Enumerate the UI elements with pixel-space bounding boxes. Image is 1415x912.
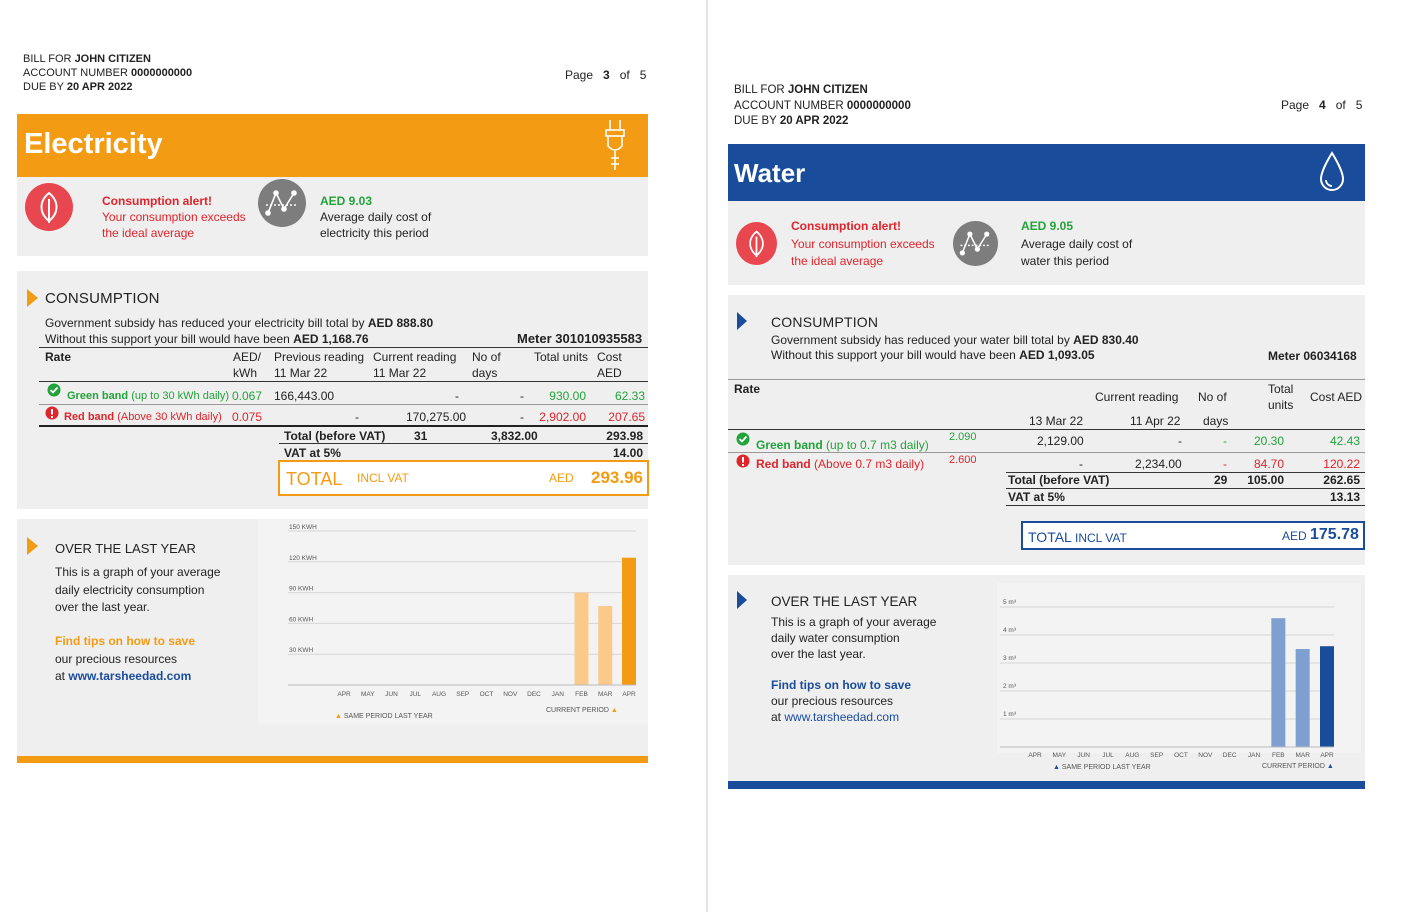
col-current: Current reading <box>1095 390 1179 404</box>
water-drop-icon <box>1317 150 1347 194</box>
average-cost-line-2: water this period <box>1021 254 1110 268</box>
legend-current-period <box>546 707 618 714</box>
col-cost: Cost AED <box>597 350 622 380</box>
check-circle-icon <box>736 432 750 446</box>
plug-icon <box>602 118 628 172</box>
tips-block <box>55 633 195 686</box>
consumption-section <box>17 271 648 509</box>
total-days: 31 <box>414 429 428 443</box>
y-tick-label: 30 KWH <box>289 647 314 655</box>
year-line-2: daily electricity consumption <box>55 582 205 597</box>
page-of: of <box>619 68 630 82</box>
red-band-name: Red band <box>756 457 811 471</box>
tips-at: at <box>771 710 782 724</box>
total-before-label: Total (before VAT) <box>284 429 386 443</box>
y-tick-label: 1 m³ <box>1003 711 1016 718</box>
col-aed-kwh-1: AED/ <box>233 350 262 364</box>
vat-label: VAT at 5% <box>284 446 341 460</box>
due-date: 20 APR 2022 <box>779 115 849 127</box>
table-row-red <box>728 453 1365 473</box>
total-before-value: 262.65 <box>1323 473 1360 487</box>
average-cost-value: AED 9.05 <box>1021 219 1074 233</box>
date-previous: 13 Mar 22 <box>1029 414 1084 428</box>
red-cost: 207.65 <box>608 410 645 424</box>
x-tick-label: APR <box>622 691 636 698</box>
due-date: 20 APR 2022 <box>66 81 133 93</box>
col-aed-kwh <box>233 349 261 381</box>
red-band-label <box>64 411 222 423</box>
legend-same-period-label: SAME PERIOD LAST YEAR <box>1061 764 1151 771</box>
year-line-1: This is a graph of your average <box>771 615 937 629</box>
col-current-date: 11 Mar 22 <box>373 366 427 380</box>
red-days: - <box>520 410 524 424</box>
red-units: 84.70 <box>1253 457 1284 471</box>
banner-title: Water <box>734 158 806 188</box>
year-description <box>771 614 936 662</box>
tips-title[interactable]: Find tips on how to save <box>771 678 912 692</box>
year-line-3: over the last year. <box>771 647 866 661</box>
alert-line-1: Your consumption exceeds <box>102 210 246 224</box>
bar <box>1296 649 1310 747</box>
green-rate: 0.067 <box>232 389 263 403</box>
year-line-1: This is a graph of your average <box>55 565 221 579</box>
without-text: Without this support your bill would have been <box>771 348 1016 362</box>
alert-line-2: the ideal average <box>102 226 195 240</box>
col-rate: Rate <box>45 350 72 364</box>
subsidy-note <box>771 333 1139 363</box>
x-tick-label: SEP <box>1150 752 1164 759</box>
legend-current-period <box>1262 763 1334 770</box>
red-current: 2,234.00 <box>1135 457 1182 471</box>
bar-current-period <box>1320 646 1334 747</box>
red-band-desc: (Above 0.7 m3 daily) <box>814 457 925 471</box>
vat-value: 13.13 <box>1329 490 1360 504</box>
vat-value: 14.00 <box>612 446 643 460</box>
green-band-label <box>67 390 229 402</box>
due-label: DUE BY <box>734 115 777 127</box>
x-tick-label: AUG <box>431 691 447 698</box>
col-units-1: Total <box>1268 382 1294 396</box>
account-label: ACCOUNT NUMBER <box>23 67 128 79</box>
bar <box>1271 618 1285 747</box>
bar <box>598 606 612 685</box>
triangle-up-icon: ▲ <box>610 707 618 714</box>
alert-title: Consumption alert! <box>791 219 901 233</box>
x-tick-label: AUG <box>1125 752 1140 759</box>
meter-number: Meter 06034168 <box>1268 349 1357 363</box>
alert-line-1: Your consumption exceeds <box>791 236 935 251</box>
average-cost-line-1: Average daily cost of <box>320 210 432 224</box>
date-current: 11 Apr 22 <box>1130 414 1181 428</box>
green-band-desc: (up to 30 kWh daily) <box>131 390 230 402</box>
subsidy-amount: AED 830.40 <box>1073 333 1139 347</box>
x-tick-label: SEP <box>456 691 470 698</box>
warning-circle-icon <box>45 406 59 420</box>
year-line-2: daily water consumption <box>771 631 900 645</box>
banner-title: Electricity <box>24 128 163 160</box>
year-title: OVER THE LAST YEAR <box>771 594 918 609</box>
leaf-alert-icon <box>736 222 777 265</box>
section-arrow-icon <box>737 312 747 330</box>
tips-line: our precious resources <box>771 694 894 708</box>
without-amount: AED 1,093.05 <box>1019 348 1095 362</box>
bill-header <box>734 83 911 130</box>
without-amount: AED 1,168.76 <box>293 332 369 346</box>
total-label: TOTAL <box>286 469 343 489</box>
alert-line-2: the ideal average <box>791 254 884 268</box>
tips-block <box>771 677 911 725</box>
x-tick-label: JUN <box>385 691 398 698</box>
year-description <box>55 564 220 617</box>
red-units: 2,902.00 <box>539 410 586 424</box>
aed-label: AED <box>1282 529 1307 543</box>
red-cost: 120.22 <box>1323 457 1360 471</box>
total-label: TOTAL <box>1028 529 1072 545</box>
vat-label: VAT at 5% <box>1008 490 1065 504</box>
table-row-green <box>17 383 648 403</box>
col-previous-date: 11 Mar 22 <box>274 366 328 380</box>
x-tick-label: MAY <box>1052 752 1067 759</box>
tips-at: at <box>55 669 66 683</box>
green-band-desc: (up to 0.7 m3 daily) <box>826 438 929 452</box>
page-number <box>565 68 646 82</box>
without-text: Without this support your bill would have been <box>45 332 290 346</box>
x-tick-label: JUN <box>1077 752 1090 759</box>
x-tick-label: APR <box>1028 752 1042 759</box>
x-tick-label: JAN <box>551 691 564 698</box>
total-box <box>1021 521 1365 550</box>
total-days: 29 <box>1214 473 1228 487</box>
total-value: 175.78 <box>1310 526 1359 543</box>
legend-current-period-label: CURRENT PERIOD <box>1262 763 1325 770</box>
y-tick-label: 5 m³ <box>1003 599 1016 606</box>
tips-title[interactable]: Find tips on how to save <box>55 634 196 648</box>
alert-text <box>791 218 935 271</box>
green-cost: 42.43 <box>1329 434 1360 448</box>
bar-current-period <box>622 558 636 685</box>
x-tick-label: NOV <box>1198 752 1213 759</box>
y-tick-label: 150 KWH <box>289 524 317 531</box>
legend-same-period <box>1053 764 1151 771</box>
consumption-title: CONSUMPTION <box>771 314 879 330</box>
footer-bar <box>728 781 1365 789</box>
x-tick-label: OCT <box>1174 752 1188 759</box>
customer-name: JOHN CITIZEN <box>74 53 151 65</box>
account-number: 0000000000 <box>846 99 911 112</box>
page-divider <box>706 0 708 912</box>
average-cost-line-2: electricity this period <box>320 226 429 240</box>
alert-text <box>102 193 246 241</box>
year-section <box>17 519 648 756</box>
legend-current-period-label: CURRENT PERIOD <box>546 707 609 714</box>
chart-svg <box>997 583 1361 759</box>
x-tick-label: APR <box>337 691 351 698</box>
average-cost-line-1: Average daily cost of <box>1021 236 1133 251</box>
col-current-label: Current reading <box>373 350 457 364</box>
tips-link[interactable]: www.tarsheedad.com <box>784 710 900 724</box>
average-cost <box>1021 218 1132 271</box>
footer-bar <box>17 756 648 763</box>
alert-title: Consumption alert! <box>102 194 212 208</box>
x-tick-label: MAR <box>1295 752 1310 759</box>
water-banner <box>728 144 1365 201</box>
consumption-title: CONSUMPTION <box>45 290 160 307</box>
x-tick-label: JUL <box>1102 752 1114 759</box>
x-tick-label: APR <box>1320 752 1334 759</box>
tips-link[interactable]: www.tarsheedad.com <box>68 669 192 683</box>
average-cost <box>320 193 431 241</box>
x-tick-label: NOV <box>503 691 518 698</box>
subsidy-note <box>45 315 433 347</box>
green-cost: 62.33 <box>614 389 645 403</box>
red-band-label <box>756 456 924 472</box>
col-previous <box>274 349 364 381</box>
red-rate: 0.075 <box>232 410 263 424</box>
col-current <box>373 349 456 381</box>
col-cost: Cost AED <box>1310 390 1363 404</box>
y-tick-label: 4 m³ <box>1003 627 1016 634</box>
col-days-2: days <box>1203 414 1229 428</box>
x-tick-label: DEC <box>1222 752 1237 759</box>
section-arrow-icon <box>27 289 38 307</box>
col-rate: Rate <box>734 382 761 396</box>
x-tick-label: JUL <box>409 691 422 698</box>
total-value: 293.96 <box>591 468 643 487</box>
meter-number: Meter 301010935583 <box>517 331 643 346</box>
legend-same-period <box>335 713 433 720</box>
col-aed-kwh-2: kWh <box>233 366 257 380</box>
red-band-desc: (Above 30 kWh daily) <box>117 411 222 423</box>
red-previous: - <box>355 410 359 424</box>
aed-label: AED <box>549 471 574 485</box>
total-units: 3,832.00 <box>491 429 538 443</box>
water-chart <box>997 583 1361 759</box>
red-current: 170,275.00 <box>406 410 467 424</box>
x-tick-label: FEB <box>575 691 588 698</box>
green-current: - <box>455 389 459 403</box>
total-before-value: 293.98 <box>606 429 643 443</box>
subsidy-text: Government subsidy has reduced your electricity bill total by <box>45 316 365 330</box>
col-units <box>1268 381 1293 413</box>
tips-line: our precious resources <box>55 651 178 666</box>
green-days: - <box>520 389 524 403</box>
bar <box>575 593 589 685</box>
year-title: OVER THE LAST YEAR <box>55 541 196 556</box>
table-row-green <box>728 431 1365 453</box>
consumption-section <box>728 295 1365 565</box>
customer-name: JOHN CITIZEN <box>787 84 868 96</box>
triangle-up-icon: ▲ <box>335 713 342 720</box>
red-previous: - <box>1079 457 1083 471</box>
x-tick-label: MAY <box>360 691 375 698</box>
page-current: 4 <box>1319 98 1326 112</box>
x-tick-label: DEC <box>527 691 541 698</box>
green-previous: 2,129.00 <box>1037 434 1084 448</box>
green-days: - <box>1223 434 1227 448</box>
page-number <box>1281 98 1362 112</box>
page-label: Page <box>1281 98 1310 112</box>
section-arrow-icon <box>27 537 38 555</box>
bill-for-label: BILL FOR <box>23 53 72 65</box>
green-previous: 166,443.00 <box>274 389 335 403</box>
col-units: Total units <box>534 350 589 364</box>
page-total: 5 <box>1355 98 1363 112</box>
incl-vat-label: INCL VAT <box>1075 531 1127 545</box>
triangle-up-icon: ▲ <box>1326 763 1334 770</box>
page-current: 3 <box>603 68 610 82</box>
page-total: 5 <box>639 68 647 82</box>
account-label: ACCOUNT NUMBER <box>734 99 844 112</box>
chart-svg <box>258 519 648 724</box>
year-section <box>728 575 1365 781</box>
y-tick-label: 60 KWH <box>289 616 314 624</box>
trend-graph-icon <box>953 221 998 266</box>
alert-strip <box>728 201 1365 285</box>
trend-graph-icon <box>258 179 306 227</box>
red-band-name: Red band <box>64 411 115 423</box>
bill-header <box>23 52 192 94</box>
warning-circle-icon <box>736 454 750 468</box>
due-label: DUE BY <box>23 81 64 93</box>
red-days: - <box>1223 457 1227 471</box>
bill-for-label: BILL FOR <box>734 84 785 96</box>
x-tick-label: OCT <box>479 691 494 698</box>
page-of: of <box>1335 98 1346 112</box>
incl-vat-label: INCL VAT <box>357 471 409 485</box>
green-rate: 2.090 <box>949 431 977 443</box>
year-line-3: over the last year. <box>55 600 150 614</box>
col-units-2: units <box>1268 398 1294 412</box>
x-tick-label: MAR <box>598 691 613 698</box>
x-tick-label: FEB <box>1272 752 1285 759</box>
green-current: - <box>1178 434 1182 448</box>
col-days-1: No of <box>1198 390 1227 404</box>
col-previous-label: Previous reading <box>274 350 365 364</box>
col-days-2: days <box>472 366 498 380</box>
total-box <box>278 460 649 496</box>
x-tick-label: JAN <box>1247 752 1261 759</box>
table-row-red <box>17 406 648 426</box>
subsidy-amount: AED 888.80 <box>367 316 434 330</box>
green-units: 20.30 <box>1253 434 1284 448</box>
leaf-alert-icon <box>25 183 73 231</box>
check-circle-icon <box>47 383 61 397</box>
average-cost-value: AED 9.03 <box>320 194 373 208</box>
red-rate: 2.600 <box>949 454 977 466</box>
total-before-label: Total (before VAT) <box>1008 473 1110 487</box>
total-units: 105.00 <box>1247 473 1284 487</box>
y-tick-label: 3 m³ <box>1003 655 1016 662</box>
subsidy-text: Government subsidy has reduced your water bill total by <box>771 333 1070 347</box>
triangle-up-icon: ▲ <box>1053 764 1060 771</box>
electricity-banner <box>17 114 648 177</box>
electricity-chart <box>258 519 648 724</box>
page-label: Page <box>565 68 594 82</box>
account-number: 0000000000 <box>130 67 193 79</box>
y-tick-label: 120 KWH <box>289 554 317 562</box>
green-units: 930.00 <box>549 389 586 403</box>
y-tick-label: 2 m³ <box>1003 683 1016 690</box>
col-days <box>472 349 501 381</box>
green-band-name: Green band <box>756 438 823 452</box>
y-tick-label: 90 KWH <box>289 585 314 593</box>
green-band-name: Green band <box>67 390 129 402</box>
green-band-label <box>756 437 929 453</box>
alert-strip <box>17 177 648 256</box>
col-days-1: No of <box>472 350 501 364</box>
section-arrow-icon <box>737 591 747 609</box>
legend-same-period-label: SAME PERIOD LAST YEAR <box>343 713 433 720</box>
